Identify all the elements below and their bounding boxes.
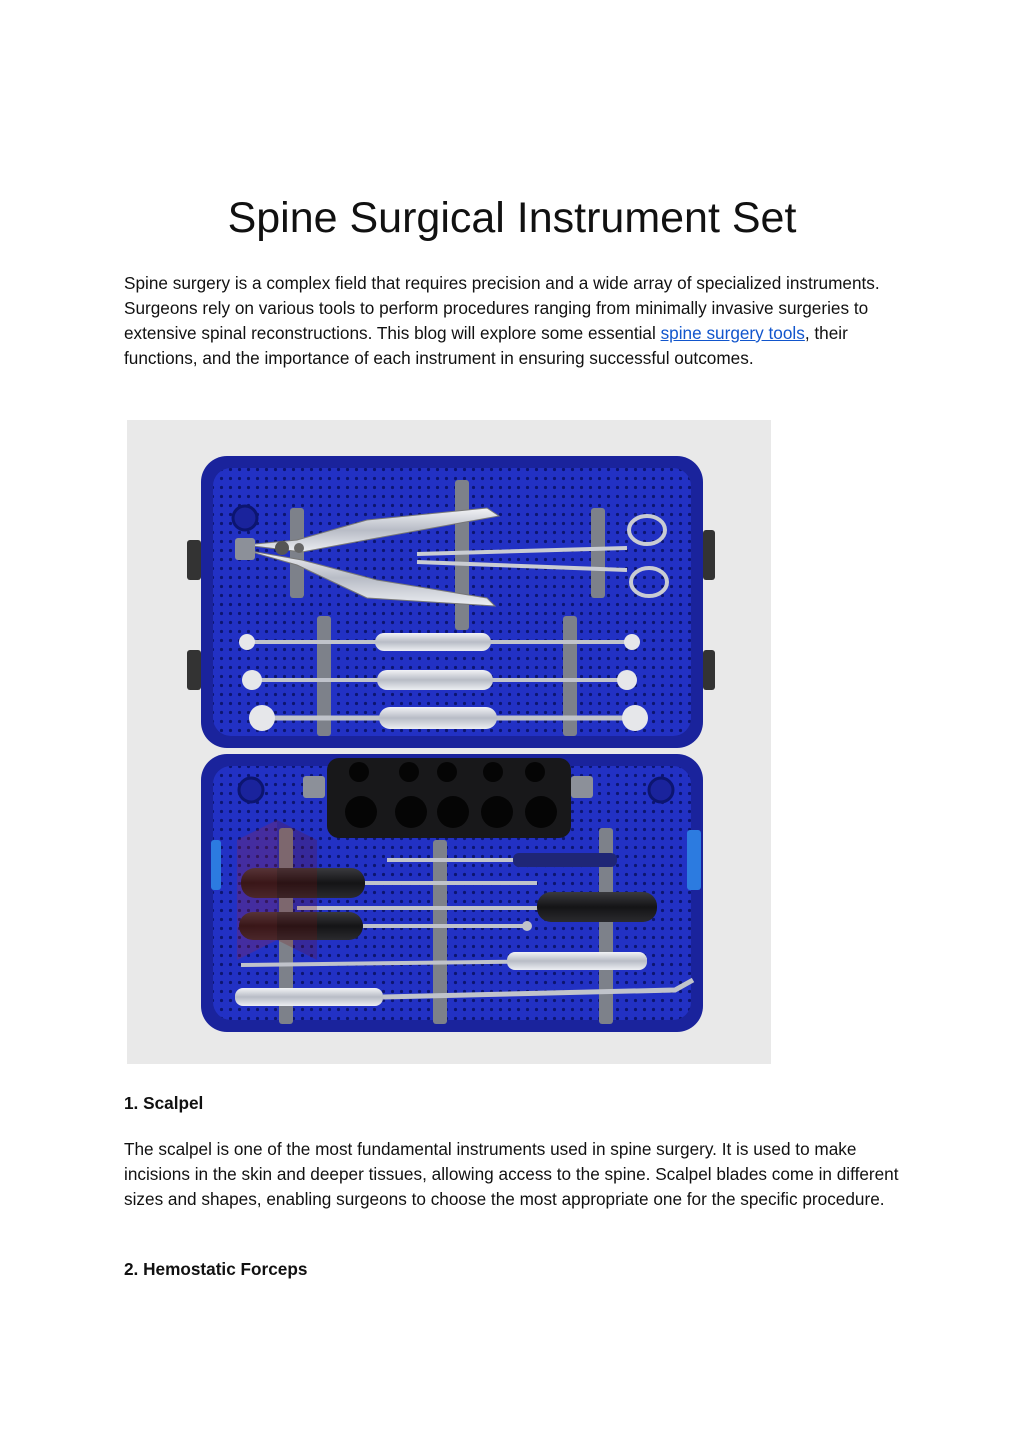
instrument-set-image (127, 420, 771, 1064)
page-title: Spine Surgical Instrument Set (227, 194, 797, 242)
section-text-scalpel: The scalpel is one of the most fundamental instruments used in spine surgery. It is used to make incisions in the skin and deeper tissues, allowing access to the spine. Scalpel blades come in different sizes and shapes, enabling surgeons to choose the most appropriate one for the specific procedure. (124, 1139, 899, 1209)
watermark-logo (237, 820, 317, 960)
section-heading-hemostatic-forceps: 2. Hemostatic Forceps (124, 1259, 308, 1279)
intro-text-start: Spine surgery is a complex field that requires precision and a wide array of specialized instruments. Surgeons rely on various tools to perform procedures ranging from minimally invasive surgeries to extensive spinal reconstructions. This blog will explore some essential (124, 273, 880, 343)
intro-text-end: , their functions, and the importance of each instrument in ensuring successful outcomes. (124, 323, 848, 368)
section-heading-scalpel: 1. Scalpel (124, 1093, 204, 1113)
instrument-tray-illustration (127, 420, 771, 1064)
instrument-caddy (303, 758, 593, 838)
intro-paragraph (124, 271, 904, 371)
spine-surgery-tools-link[interactable]: spine surgery tools (660, 323, 805, 343)
